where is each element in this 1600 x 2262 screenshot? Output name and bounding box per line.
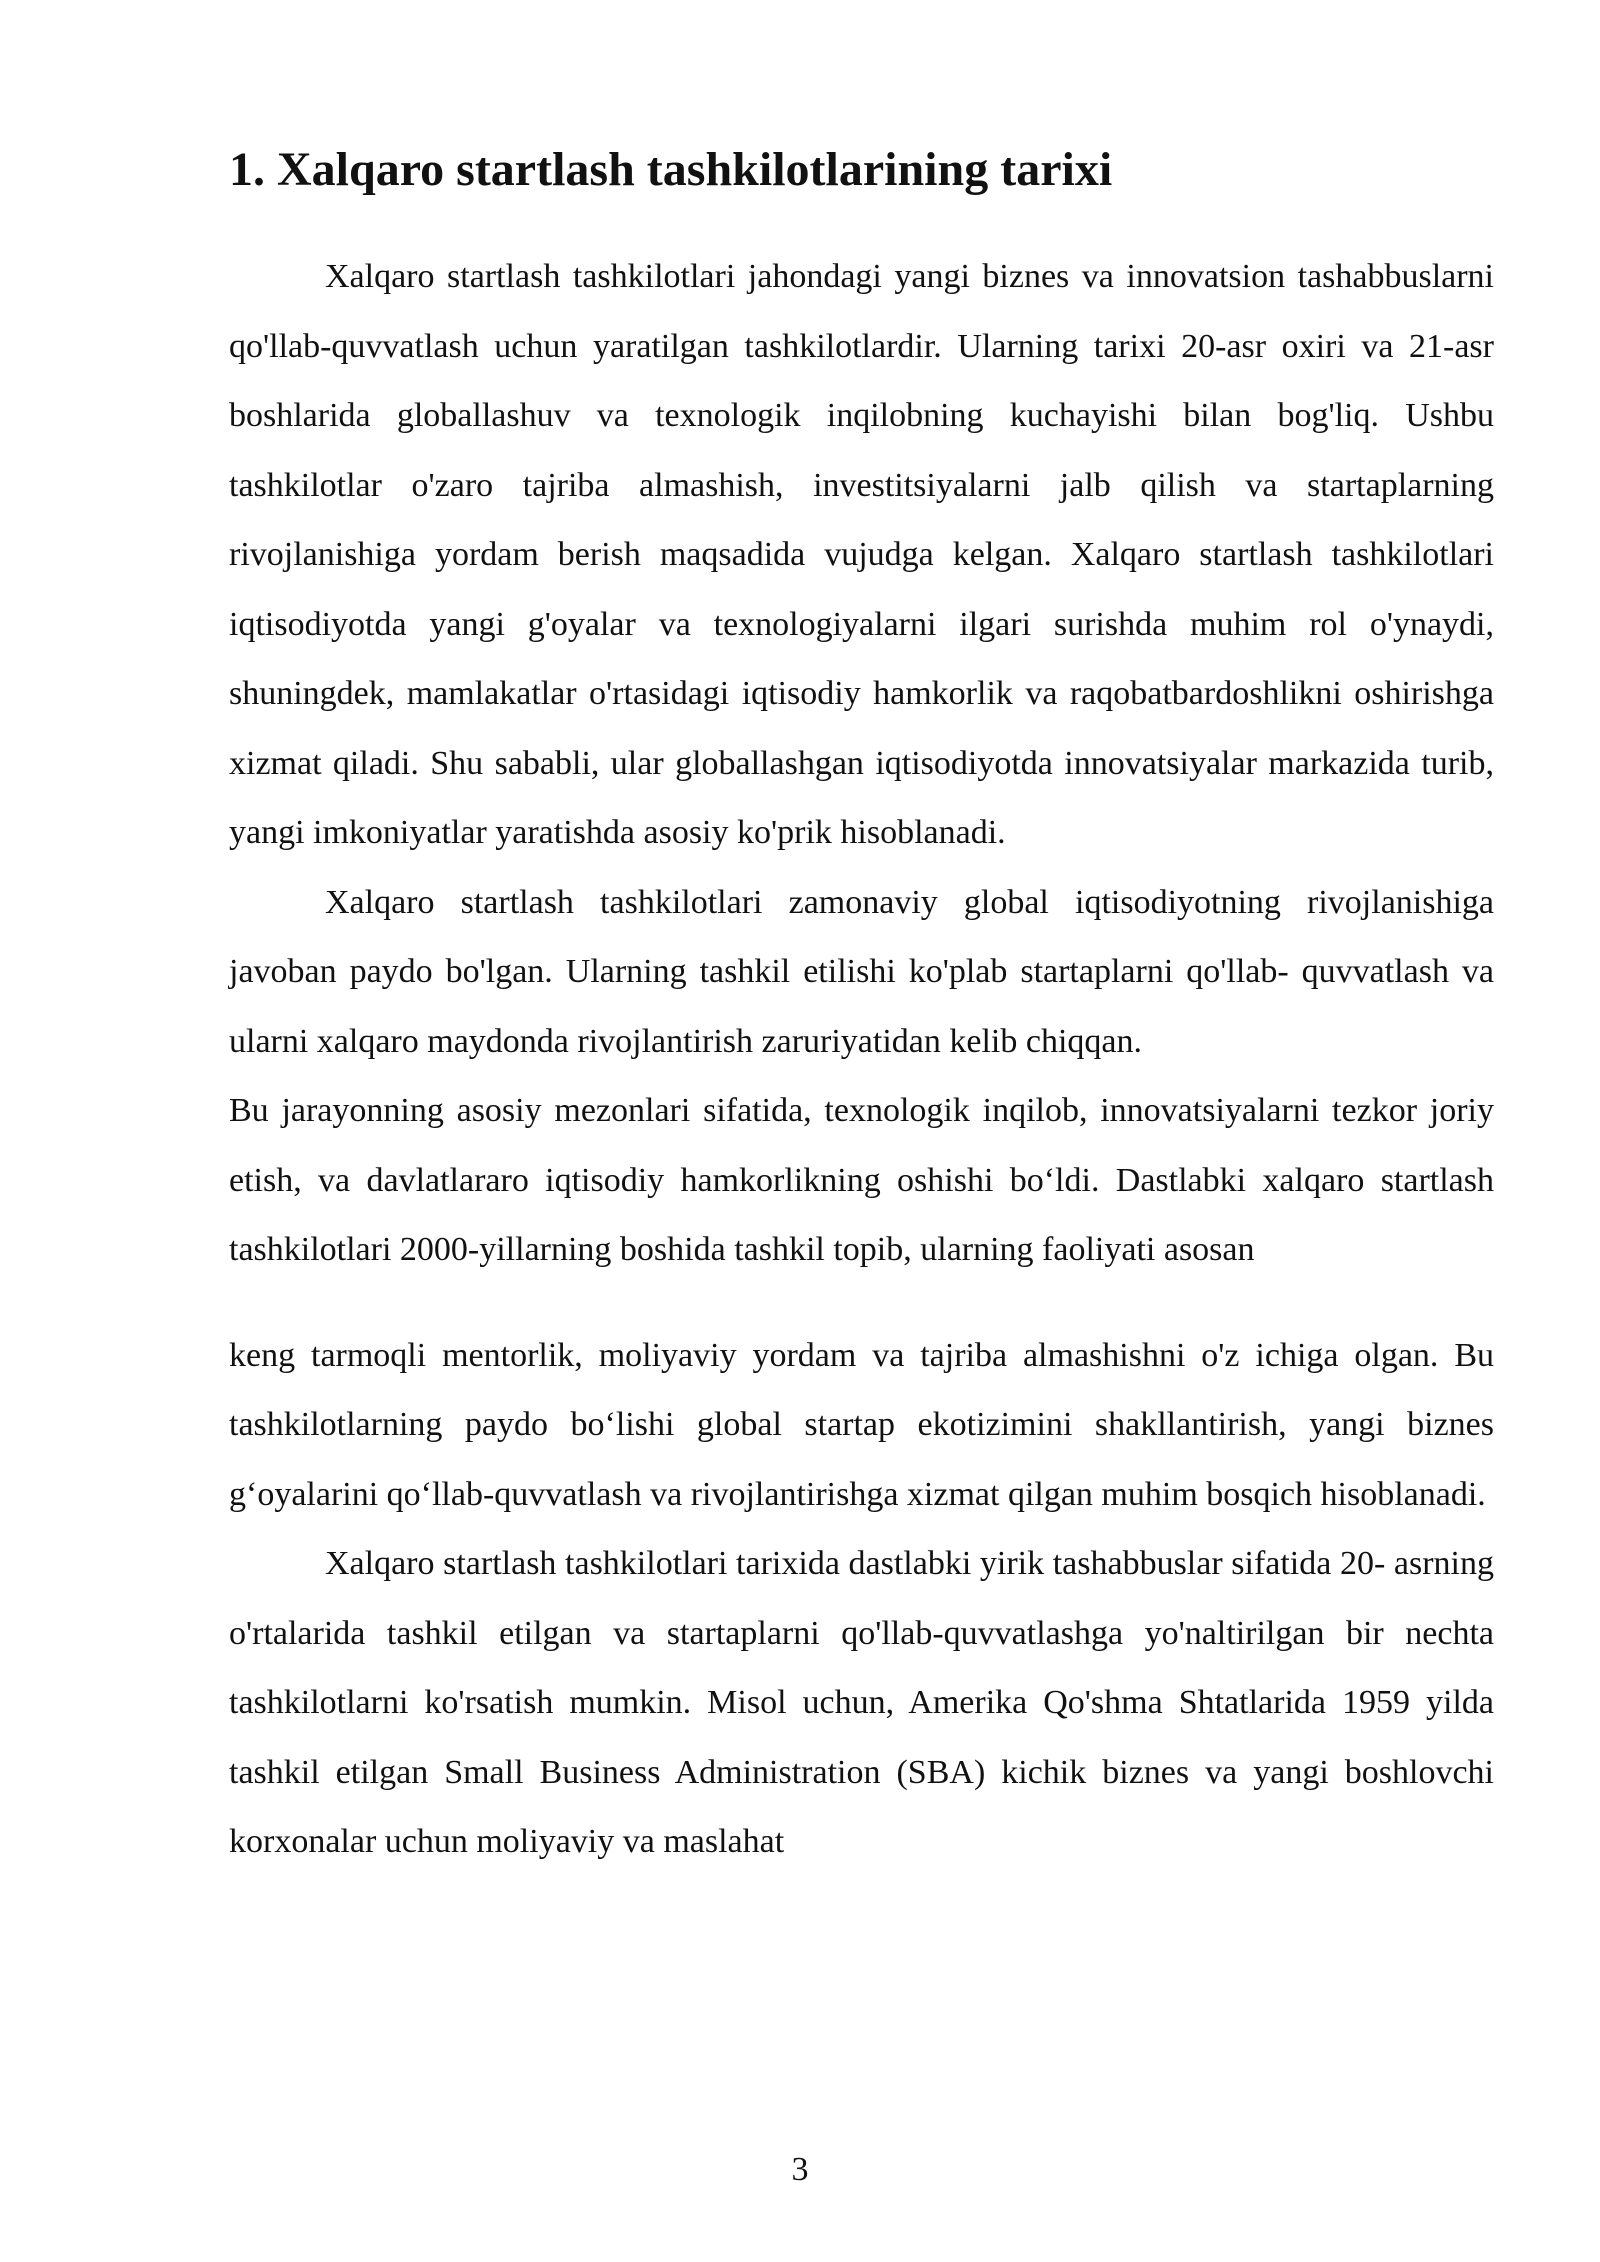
paragraph-5: Xalqaro startlash tashkilotlari tarixida dastlabki yirik tashabbuslar sifatida 20- asrning o'rtalarida tashkil etilgan va startaplarni qo'llab-quvvatlashga yo'naltirilgan bir nechta tashkilotlarni ko'rsatish mumkin. Misol uchun, Amerika Qo'shma Shtatlarida 1959 yilda tashkil etilgan Small Business Administration (SBA) kichik biznes va yangi boshlovchi korxonalar uchun moliyaviy va maslahat [229,1545,1494,1860]
page-number: 3 [791,2151,809,2188]
paragraph-2: Xalqaro startlash tashkilotlari zamonaviy global iqtisodiyotning rivojlanishiga javoban paydo bo'lgan. Ularning tashkil etilishi ko'plab startaplarni qo'llab- quvvatlash va ularni xalqaro maydonda rivojlantirish zaruriyatidan kelib chiqqan. [229,883,1494,1060]
paragraph-1: Xalqaro startlash tashkilotlari jahondagi yangi biznes va innovatsion tashabbuslarni qo'llab-quvvatlash uchun yaratilgan tashkilotlardir. Ularning tarixi 20-asr oxiri va 21-asr boshlarida globallashuv va texnologik inqilobning kuchayishi bilan bog'liq. Ushbu tashkilotlar o'zaro tajriba almashish, investitsiyalarni jalb qilish va startaplarning rivojlanishiga yordam berish maqsadida vujudga kelgan. Xalqaro startlash tashkilotlari iqtisodiyotda yangi g'oyalar va texnologiyalarni ilgari surishda muhim rol o'ynaydi, shuningdek, mamlakatlar o'rtasidagi iqtisodiy hamkorlik va raqobatbardoshlikni oshirishga xizmat qiladi. Shu sababli, ular globallashgan iqtisodiyotda innovatsiyalar markazida turib, yangi imkoniyatlar yaratishda asosiy ko'prik hisoblanadi. [229,258,1494,851]
paragraph-4: keng tarmoqli mentorlik, moliyaviy yordam va tajriba almashishni o'z ichiga olgan. Bu tashkilotlarning paydo boʻlishi global startap ekotizimini shakllantirish, yangi biznes gʻoyalarini qoʻllab-quvvatlash va rivojlantirishga xizmat qilgan muhim bosqich hisoblanadi. [229,1336,1494,1513]
page-content [229,130,1494,1877]
paragraph-3: Bu jarayonning asosiy mezonlari sifatida, texnologik inqilob, innovatsiyalarni tezkor joriy etish, va davlatlararo iqtisodiy hamkorlikning oshishi boʻldi. Dastlabki xalqaro startlash tashkilotlari 2000-yillarning boshida tashkil topib, ularning faoliyati asosan [229,1092,1494,1268]
section-heading: 1. Xalqaro startlash tashkilotlarining tarixi [229,143,1113,196]
